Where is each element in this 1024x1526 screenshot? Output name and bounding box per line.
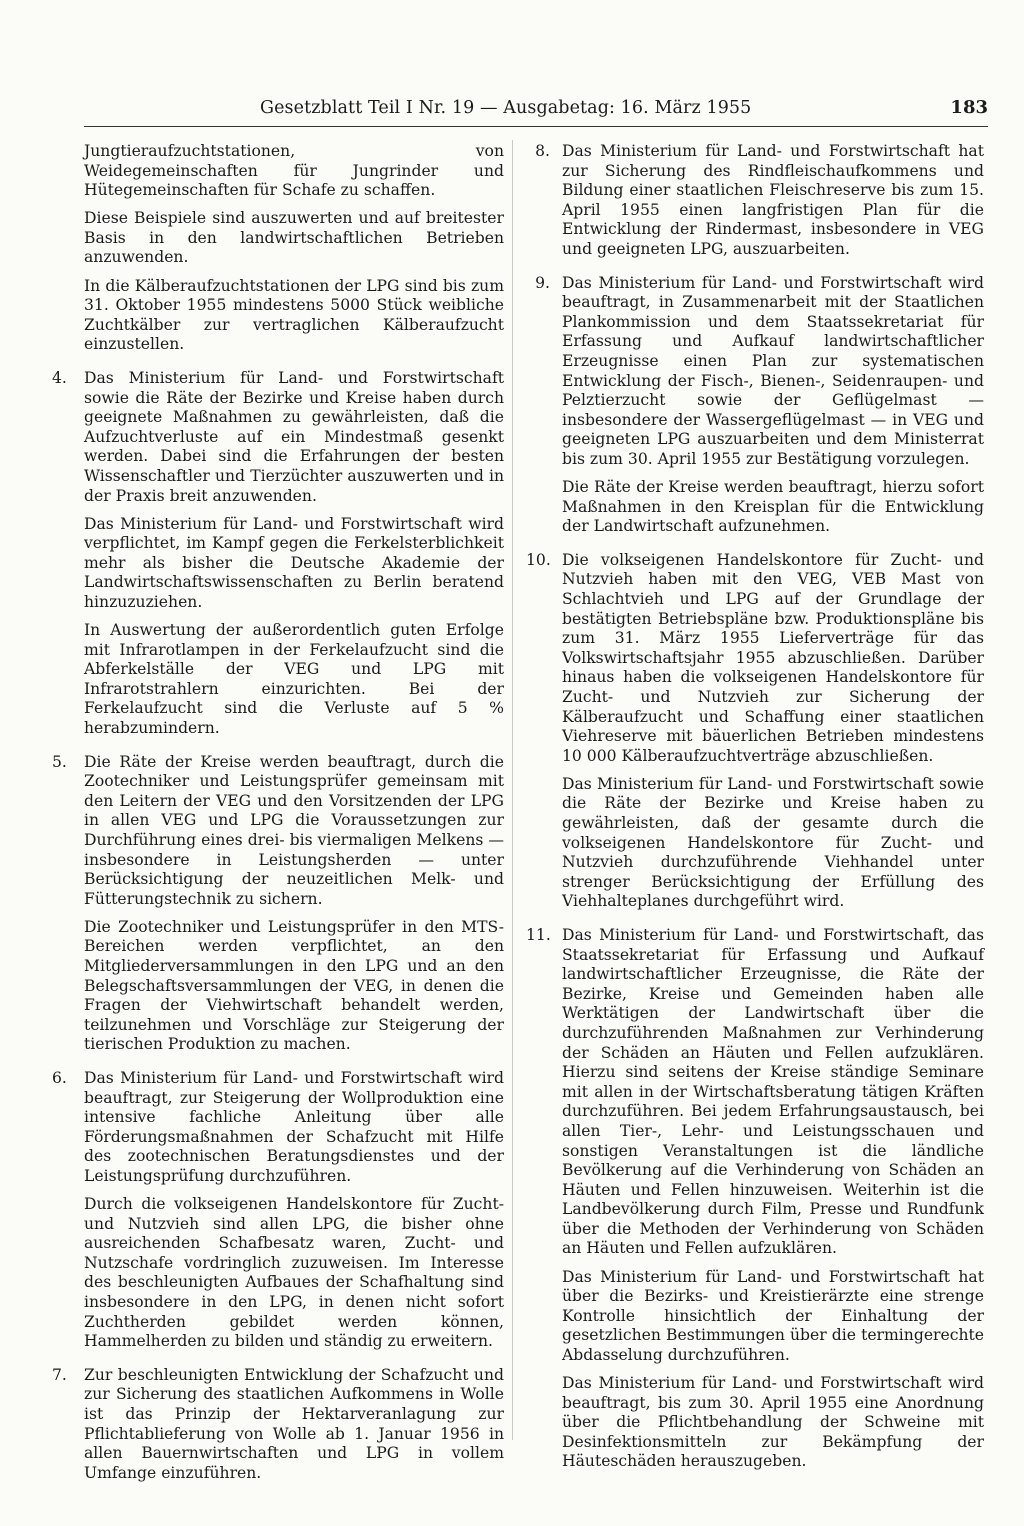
paragraph: In die Kälberaufzuchtstationen der LPG sind bis zum 31. Oktober 1955 mindestens 5000 Stück weibliche Zuchtkälber zur vertraglichen Kälberaufzucht einzustellen. bbox=[84, 276, 504, 354]
paragraph: Die Zootechniker und Leistungsprüfer in den MTS-Bereichen werden verpflichtet, an den Mitgliederversammlungen in den LPG und an den Belegschaftsversammlungen der VEG, in denen die Fragen der Viehwirtschaft behandelt werden, teilzunehmen und Vorschläge zur Steigerung der tierischen Produktion zu machen. bbox=[84, 917, 504, 1054]
page-number: 183 bbox=[950, 97, 988, 118]
paragraph: Die Räte der Kreise werden beauftragt, hierzu sofort Maßnahmen in den Kreisplan für die Entwicklung der Landwirtschaft aufzunehmen. bbox=[562, 478, 984, 536]
section-6 bbox=[52, 1069, 504, 1187]
paragraph: Die volkseigenen Handelskontore für Zucht- und Nutzvieh haben mit den VEG, VEB Mast von Schlachtvieh und LPG auf der Grundlage der bestätigten Betriebspläne bzw. Produktionspläne bis zum 31. März 1955 Lieferverträge für das Volkswirtschaftsjahr 1955 abzuschließen. Darüber hinaus haben die volkseigenen Handelskontore für Zucht- und Nutzvieh zur Sicherung der Kälberaufzucht und Schaffung einer staatlichen Viehreserve mit bäuerlichen Betrieben mindestens 10 000 Kälberaufzuchtverträge abzuschließen. bbox=[562, 550, 984, 765]
paragraph: Diese Beispiele sind auszuwerten und auf breitester Basis in den landwirtschaftlichen Betrieben anzuwenden. bbox=[84, 209, 504, 267]
column-divider bbox=[512, 140, 513, 1440]
section-7 bbox=[52, 1366, 504, 1484]
left-column bbox=[52, 142, 504, 1492]
paragraph: Die Räte der Kreise werden beauftragt, durch die Zootechniker und Leistungsprüfer gemeinsam mit den Leitern der VEG und den Vorsitzenden der LPG in allen VEG und LPG die Voraussetzungen zur Durchführung eines drei- bis viermaligen Melkens — insbesondere in Leistungsherden — unter Berücksichtigung der neuzeitlichen Melk- und Fütterungstechnik zu sichern. bbox=[84, 752, 504, 908]
section-number: 4. bbox=[52, 368, 67, 387]
paragraph: Zur beschleunigten Entwicklung der Schafzucht und zur Sicherung des staatlichen Aufkommens in Wolle ist das Prinzip der Hektarveranlagung zur Pflichtablieferung von Wolle ab 1. Januar 1956 in allen Bauernwirtschaften und LPG in vollem Umfange einzuführen. bbox=[84, 1365, 504, 1482]
section-number: 6. bbox=[52, 1069, 67, 1088]
section-11 bbox=[526, 926, 984, 1259]
paragraph: Das Ministerium für Land- und Forstwirtschaft wird beauftragt, bis zum 30. April 1955 eine Anordnung über die Pflichtbehandlung der Schweine mit Desinfektionsmitteln zur Bekämpfung der Häuteschäden herauszugeben. bbox=[562, 1374, 984, 1471]
section-4 bbox=[52, 369, 504, 506]
section-8 bbox=[526, 142, 984, 260]
paragraph: Jungtieraufzuchtstationen, von Weidegemeinschaften für Jungrinder und Hütegemeinschaften für Schafe zu schaffen. bbox=[84, 142, 504, 200]
paragraph: Das Ministerium für Land- und Forstwirtschaft wird verpflichtet, im Kampf gegen die Ferkelsterblichkeit mehr als bisher die Deutsche Akademie der Landwirtschaftswissenschaften zu Berlin beratend hinzuzuziehen. bbox=[84, 514, 504, 611]
page-header bbox=[84, 96, 988, 127]
paragraph: Das Ministerium für Land- und Forstwirtschaft hat zur Sicherung des Rindfleischaufkommens und Bildung einer staatlichen Fleischreserve bis zum 15. April 1955 einen langfristigen Plan für die Entwicklung der Rindermast, insbesondere in VEG und geeigneten LPG, auszuarbeiten. bbox=[562, 142, 984, 258]
section-10 bbox=[526, 551, 984, 767]
paragraph: Das Ministerium für Land- und Forstwirtschaft, das Staatssekretariat für Erfassung und Aufkauf landwirtschaftlicher Erzeugnisse, die Räte der Bezirke, Kreise und Gemeinden haben alle Werktätigen der Landwirtschaft über die durchzuführenden Maßnahmen zur Verhinderung der Schäden an Häuten und Fellen aufzuklären. Hierzu sind seitens der Kreise ständige Seminare mit allen in der Wirtschaftsberatung tätigen Kräften durchzuführen. Bei jedem Erfahrungsaustausch, bei allen Tier-, Lehr- und Leistungsschauen und sonstigen Veranstaltungen ist die ländliche Bevölkerung auf die Verhinderung von Schäden an Häuten und Fellen hinzuweisen. Weiterhin ist die Landbevölkerung durch Film, Presse und Rundfunk über die Methoden der Verhinderung von Schäden an Häuten und Fellen aufzuklären. bbox=[562, 925, 984, 1258]
paragraph: Das Ministerium für Land- und Forstwirtschaft sowie die Räte der Bezirke und Kreise haben zu gewährleisten, daß der gesamte durch die volkseigenen Handelskontore für Zucht- und Nutzvieh durchzuführende Viehhandel unter strenger Berücksichtigung der Erfüllung des Viehhalteplanes durchgeführt wird. bbox=[562, 774, 984, 911]
paragraph: Das Ministerium für Land- und Forstwirtschaft wird beauftragt, zur Steigerung der Wollproduktion eine intensive fachliche Anleitung über alle Förderungsmaßnahmen der Schafzucht mit Hilfe des zootechnischen Beratungsdienstes und der Leistungsprüfung durchzuführen. bbox=[84, 1069, 504, 1185]
paragraph: Durch die volkseigenen Handelskontore für Zucht- und Nutzvieh sind allen LPG, die bisher ohne ausreichenden Schafbesatz waren, Zucht- und Nutzschafe vordringlich zuzuweisen. Im Interesse des beschleunigten Aufbaues der Schafhaltung sind insbesondere in den LPG, in denen nicht sofort Zuchtherden gebildet werden können, Hammelherden zu bilden und ständig zu erweitern. bbox=[84, 1195, 504, 1351]
section-number: 9. bbox=[535, 273, 550, 292]
section-5 bbox=[52, 753, 504, 910]
running-head: Gesetzblatt Teil I Nr. 19 — Ausgabetag: 16. März 1955 bbox=[260, 98, 752, 118]
right-column bbox=[526, 142, 984, 1481]
section-number: 5. bbox=[52, 752, 67, 771]
section-number: 11. bbox=[526, 925, 551, 944]
paragraph: Das Ministerium für Land- und Forstwirtschaft wird beauftragt, in Zusammenarbeit mit der Staatlichen Plankommission und dem Staatssekretariat für Erfassung und Aufkauf landwirtschaftlicher Erzeugnisse einen Plan zur systematischen Entwicklung der Fisch-, Bienen-, Seidenraupen- und Pelztierzucht sowie der Geflügelmast — insbesondere der Wassergeflügelmast — in VEG und geeigneten LPG auszuarbeiten und dem Ministerrat bis zum 30. April 1955 zur Bestätigung vorzulegen. bbox=[562, 273, 984, 468]
paragraph: Das Ministerium für Land- und Forstwirtschaft sowie die Räte der Bezirke und Kreise haben durch geeignete Maßnahmen zu gewährleisten, daß die Aufzuchtverluste auf ein Mindestmaß gesenkt werden. Dabei sind die Erfahrungen der besten Wissenschaftler und Tierzüchter auszuwerten und in der Praxis breit anzuwenden. bbox=[84, 368, 504, 505]
paragraph: Das Ministerium für Land- und Forstwirtschaft hat über die Bezirks- und Kreistierärzte eine strenge Kontrolle hinsichtlich der Einhaltung der gesetzlichen Bestimmungen über die termingerechte Abdasselung durchzuführen. bbox=[562, 1267, 984, 1364]
section-number: 8. bbox=[535, 142, 550, 160]
section-9 bbox=[526, 274, 984, 470]
paragraph: In Auswertung der außerordentlich guten Erfolge mit Infrarotlampen in der Ferkelaufzucht sind die Abferkelställe der VEG und LPG mit Infrarotstrahlern einzurichten. Bei der Ferkelaufzucht sind die Verluste auf 5 % herabzumindern. bbox=[84, 621, 504, 738]
section-number: 10. bbox=[526, 550, 551, 569]
section-number: 7. bbox=[52, 1365, 67, 1384]
